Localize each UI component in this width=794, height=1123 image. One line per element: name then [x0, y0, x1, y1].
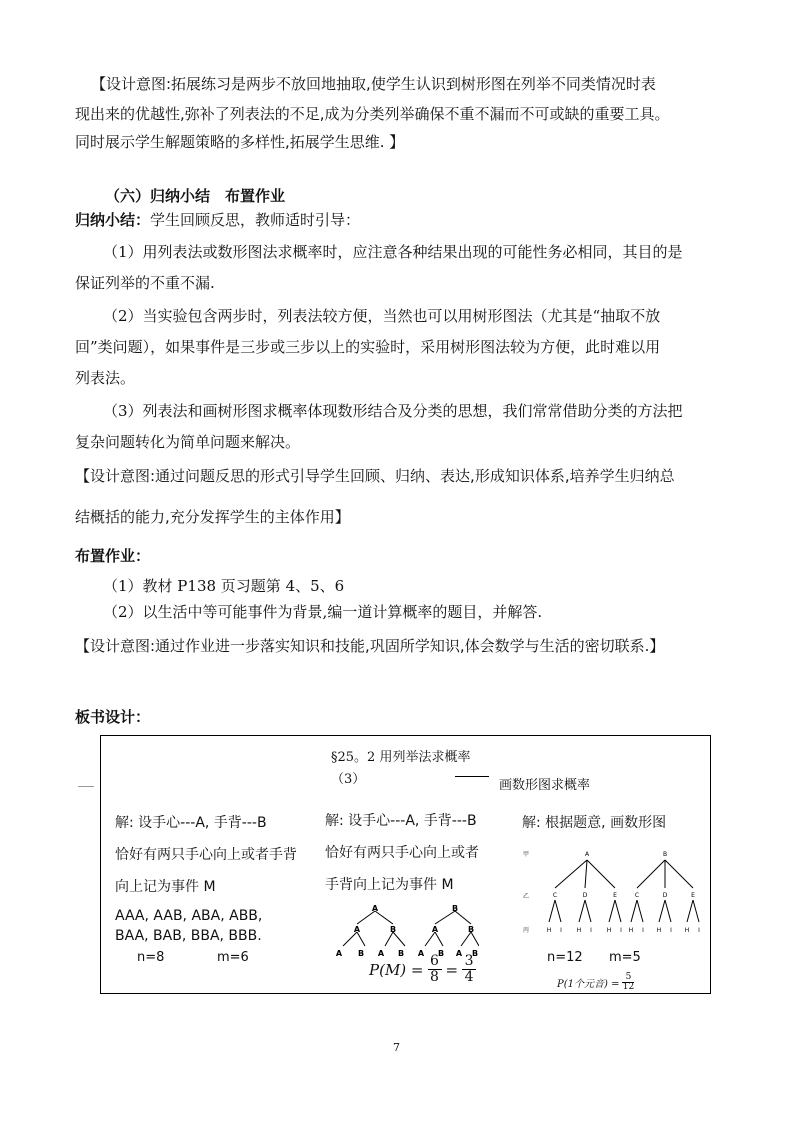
col1-line1: 解: 设手心---A, 手背---B [115, 815, 267, 831]
tree2-leaf: A [377, 949, 385, 958]
tree3-leaf: I [670, 927, 672, 934]
summary-item2-line3: 列表法。 [75, 369, 136, 387]
summary-item3-line2: 复杂问题转化为简单问题来解决。 [75, 433, 301, 451]
tree2-leaf: B [397, 949, 405, 958]
homework-item1: （1）教材 P138 页习题第 4、5、6 [103, 577, 345, 595]
design-intent-3: 【设计意图:通过作业进一步落实知识和技能,巩固所学知识,体会数学与生活的密切联系.】 [75, 637, 665, 655]
row-label-bing: 丙 [523, 927, 530, 934]
tree3-leaf: H [684, 927, 690, 934]
tree3-mid-node: E [691, 892, 695, 899]
margin-mark [78, 786, 94, 787]
fraction-denominator: 4 [464, 969, 474, 985]
formula-vowel-lhs: P(1个元音) = [557, 979, 620, 990]
homework-item2: （2）以生活中等可能事件为背景,编一道计算概率的题目，并解答. [103, 603, 543, 621]
tree2-root-b: B [451, 904, 459, 913]
tree2-leaf: B [357, 949, 365, 958]
tree3-leaf: I [698, 927, 700, 934]
summary-item2-line2: 回”类问题），如果事件是三步或三步以上的实验时，采用树形图法较为方便，此时难以用 [75, 338, 661, 356]
tree2-leaf: B [471, 949, 479, 958]
tree3-leaf: I [560, 927, 562, 934]
board-design-box [100, 735, 711, 994]
tree3-leaf: H [546, 927, 552, 934]
design-intent-1-line2: 现出来的优越性,弥补了列表法的不足,成为分类列举确保不重不漏而不可或缺的重要工具。 [75, 105, 670, 123]
fraction-3-4 [462, 954, 476, 985]
col1-list-line1: AAA, AAB, ABA, ABB, [115, 908, 263, 924]
formula-vowel [557, 973, 634, 992]
summary-item1-line1: （1）用列表法或数形图法求概率时，应注意各种结果出现的可能性务必相同，其目的是 [103, 243, 683, 261]
col3-line1: 解: 根据题意, 画数形图 [522, 815, 667, 831]
tree3-mid-node: C [634, 892, 640, 899]
tree2-root-a: A [371, 904, 379, 913]
board-title: §25。2 用列举法求概率 [331, 750, 471, 765]
tree2-l2-node: B [467, 925, 475, 934]
tree2-l2-node: B [389, 925, 397, 934]
board-subtitle-text: 画数形图求概率 [499, 778, 591, 793]
tree2-leaf: A [455, 949, 463, 958]
tree3-leaf: I [642, 927, 644, 934]
letter-tree-diagram [519, 846, 709, 946]
tree3-leaf: H [628, 927, 634, 934]
summary-item3-line1: （3）列表法和画树形图求概率体现数形结合及分类的思想，我们常常借助分类的方法把 [103, 402, 683, 420]
row-label-jia: 甲 [523, 851, 530, 858]
board-design-label: 板书设计： [75, 708, 151, 726]
tree2-leaf: B [437, 949, 445, 958]
col3-n: n=12 [547, 950, 583, 965]
tree3-leaf: I [590, 927, 592, 934]
board-subtitle-rule [455, 776, 489, 777]
board-subtitle-number: （3） [331, 772, 366, 787]
summary-header [75, 210, 360, 230]
row-label-yi: 乙 [523, 893, 530, 900]
tree3-mid-node: D [662, 892, 668, 899]
tree2-l2-node: A [353, 925, 361, 934]
fraction-6-8 [428, 954, 442, 985]
tree3-mid-node: C [552, 892, 558, 899]
tree2-leaf: A [417, 949, 425, 958]
formula-pm [369, 954, 480, 985]
tree3-leaf: H [576, 927, 582, 934]
tree3-leaf: H [606, 927, 612, 934]
section-heading: （六）归纳小结 布置作业 [105, 187, 286, 205]
tree2-leaf: A [335, 949, 343, 958]
tree3-mid-node: D [582, 892, 588, 899]
col2-line2: 恰好有两只手心向上或者 [325, 845, 479, 861]
design-intent-2-line1: 【设计意图:通过问题反思的形式引导学生回顾、归纳、表达,形成知识体系,培养学生归纳总 [75, 467, 675, 485]
summary-label: 归纳小结： [75, 211, 151, 229]
col2-line3: 手背向上记为事件 M [325, 877, 454, 893]
col1-n: n=8 [137, 950, 165, 965]
col1-list-line2: BAA, BAB, BBA, BBB. [115, 928, 262, 944]
tree3-leaf: I [620, 927, 622, 934]
design-intent-2-line2: 结概括的能力,充分发挥学生的主体作用】 [75, 508, 350, 526]
col2-line1: 解: 设手心---A, 手背---B [325, 813, 477, 829]
fraction-numerator: 6 [430, 953, 439, 969]
tree3-leaf: H [656, 927, 662, 934]
design-intent-1-line3: 同时展示学生解题策略的多样性,拓展学生思维. 】 [75, 133, 405, 151]
col1-line2: 恰好有两只手心向上或者手背 [115, 847, 297, 863]
fraction-denominator: 8 [430, 969, 439, 985]
homework-label: 布置作业： [75, 547, 151, 565]
page-number: 7 [393, 1041, 400, 1054]
tree2-l2-node: A [431, 925, 439, 934]
summary-item1-line2: 保证列举的不重不漏. [75, 274, 215, 292]
design-intent-1-line1: 【设计意图:拓展练习是两步不放回地抽取,使学生认识到树形图在列举不同类情况时表 [91, 75, 656, 93]
tree3-mid-node: E [613, 892, 617, 899]
fraction-numerator: 3 [464, 953, 474, 969]
tree3-root-b: B [662, 851, 668, 858]
tree3-root-a: A [584, 851, 590, 858]
fraction-denominator: 12 [622, 982, 635, 992]
fraction-5-12 [622, 973, 634, 992]
col3-m: m=5 [609, 950, 641, 965]
col1-line3: 向上记为事件 M [115, 879, 216, 895]
summary-intro: 学生回顾反思，教师适时引导： [150, 211, 361, 229]
formula-pm-lhs: P(M) = [369, 960, 424, 979]
summary-item2-line1: （2）当实验包含两步时，列表法较方便，当然也可以用树形图法（尤其是“抽取不放 [103, 307, 661, 325]
fraction-numerator: 5 [625, 972, 632, 982]
col1-m: m=6 [217, 950, 249, 965]
equals-sign: = [445, 960, 459, 979]
